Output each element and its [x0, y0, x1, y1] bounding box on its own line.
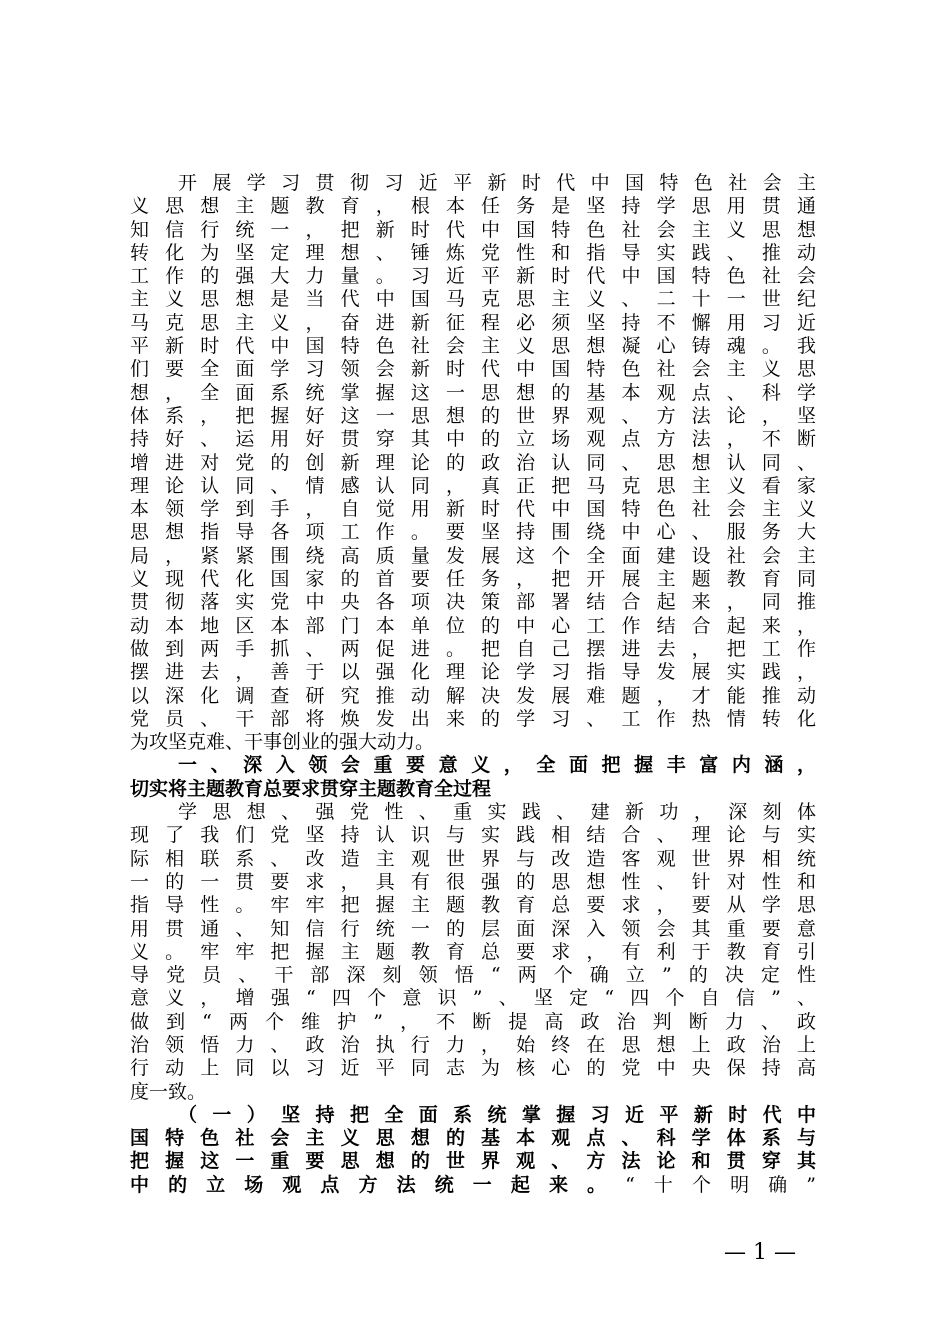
text-line: 指导性。牢牢把握主题教育总要求，要从学思	[130, 894, 816, 917]
paragraph-requirements	[130, 801, 816, 1104]
section-heading	[130, 754, 816, 801]
text-line: 度一致。	[130, 1080, 207, 1103]
text-line: 体系，把握好这一思想的世界观、方法论，坚	[130, 404, 816, 427]
text-line: 局，紧紧围绕高质量发展这个全面建设社会主	[130, 544, 816, 567]
heading-line: 一、深入领会重要意义，全面把握丰富内涵，	[178, 754, 816, 777]
mixed-line	[130, 1174, 816, 1197]
text-line: 转化为坚定理想、锤炼党性和指导实践、推动	[130, 241, 816, 264]
text-line: 意义，增强“四个意识”、坚定“四个自信”、	[130, 987, 816, 1010]
text-line: 思想指导各项工作。要坚持围绕中心、服务大	[130, 521, 816, 544]
text-line: 贯彻落实党中央各项决策部署结合起来，同推	[130, 591, 816, 614]
text-line: 现了我们党坚持认识与实践相结合、理论与实	[130, 824, 816, 847]
text-line: 知信行统一，把新时代中国特色社会主义思想	[130, 218, 816, 241]
document-body	[130, 172, 816, 1197]
text-line: 开展学习贯彻习近平新时代中国特色社会主	[178, 172, 816, 194]
text-line: 主义思想是当代中国马克思主义、二十一世纪	[130, 288, 816, 311]
text-line: 行动上同以习近平同志为核心的党中央保持高	[130, 1057, 816, 1080]
heading-line: 切实将主题教育总要求贯穿主题教育全过程	[130, 777, 492, 800]
text-line: 义。牢牢把握主题教育总要求，有利于教育引	[130, 940, 816, 963]
text-line: 工作的强大力量。习近平新时代中国特色社会	[130, 265, 816, 288]
text-fragment: “十个明确”	[625, 1173, 816, 1196]
page-number: — 1 —	[724, 1240, 796, 1265]
text-line: 治领悟力、政治执行力，始终在思想上政治上	[130, 1033, 816, 1056]
text-line: 做到两手抓、两促进。把自己摆进去，把工作	[130, 637, 816, 660]
subheading-line: 把握这一重要思想的世界观、方法论和贯穿其	[130, 1150, 816, 1173]
text-line: 一的一贯要求，具有很强的思想性、针对性和	[130, 870, 816, 893]
text-line: 党员、干部将焕发出来的学习、工作热情转化	[130, 707, 816, 730]
text-line: 摆进去，善于以强化理论学习指导发展实践，	[130, 661, 816, 684]
text-line: 义现代化国家的首要任务，把开展主题教育同	[130, 568, 816, 591]
text-line: 想，全面系统掌握这一思想的基本观点、科学	[130, 381, 816, 404]
text-line: 做到“两个维护”，不断提高政治判断力、政	[130, 1010, 816, 1033]
subheading-line: 国特色社会主义思想的基本观点、科学体系与	[130, 1127, 816, 1150]
subheading-line: （一）坚持把全面系统掌握习近平新时代中	[178, 1103, 816, 1126]
text-line: 理论认同、情感认同，真正把马克思主义看家	[130, 474, 816, 497]
text-line: 以深化调查研究推动解决发展难题，才能推动	[130, 684, 816, 707]
text-line: 平新时代中国特色社会主义思想凝心铸魂。我	[130, 335, 816, 358]
paragraph-intro	[130, 172, 816, 754]
text-line: 动本地区本部门本单位的中心工作结合起来，	[130, 614, 816, 637]
subheading-end: 中的立场观点方法统一起来。	[130, 1173, 626, 1196]
text-line: 导党员、干部深刻领悟“两个确立”的决定性	[130, 964, 816, 987]
text-line: 学思想、强党性、重实践、建新功，深刻体	[178, 801, 816, 824]
text-line: 义思想主题教育，根本任务是坚持学思用贯通	[130, 195, 816, 218]
text-line: 们要全面学习领会新时代中国特色社会主义思	[130, 358, 816, 381]
text-line: 本领学到手，自觉用新时代中国特色社会主义	[130, 498, 816, 521]
text-line: 际相联系、改造主观世界与改造客观世界相统	[130, 847, 816, 870]
text-line: 马克思主义，奋进新征程必须坚持不懈用习近	[130, 311, 816, 334]
text-line: 为攻坚克难、干事创业的强大动力。	[130, 731, 435, 754]
text-line: 用贯通、知信行统一的层面深入领会其重要意	[130, 917, 816, 940]
subsection-one	[130, 1104, 816, 1197]
text-line: 增进对党的创新理论的政治认同、思想认同、	[130, 451, 816, 474]
text-line: 持好、运用好贯穿其中的立场观点方法，不断	[130, 428, 816, 451]
